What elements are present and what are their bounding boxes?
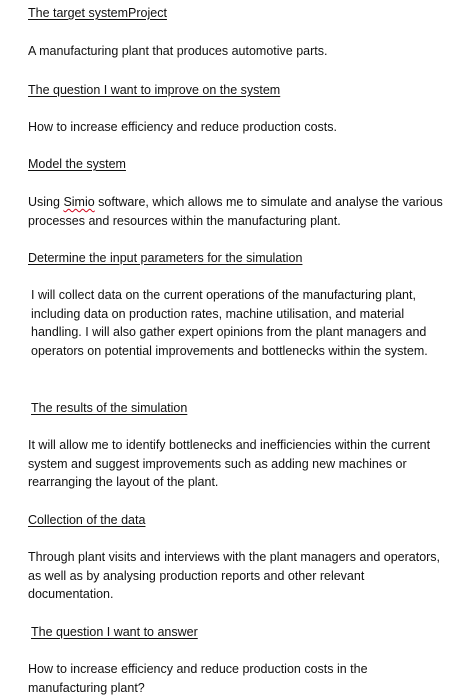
para-results-simulation: It will allow me to identify bottlenecks and inefficiencies within the current system and suggest improvements such as adding new machines or rearranging the layout of the plant. — [28, 438, 431, 489]
heading-question-improve: The question I want to improve on the system — [28, 83, 281, 97]
para-model-system — [28, 193, 448, 230]
heading-collection-data: Collection of the data — [28, 513, 146, 527]
para-question-answer: How to increase efficiency and reduce production costs in the manufacturing plant? — [28, 662, 368, 695]
heading-question-answer: The question I want to answer — [31, 625, 198, 639]
heading-input-parameters: Determine the input parameters for the simulation — [28, 251, 303, 265]
para-model-system-text-end: software, which allows me to simulate and analyse the various processes and resources within the manufacturing plant. — [28, 195, 443, 228]
para-question-improve: How to increase efficiency and reduce production costs. — [28, 120, 337, 134]
para-collection-data: Through plant visits and interviews with the plant managers and operators, as well as by analysing production reports and other relevant documentation. — [28, 550, 441, 601]
para-target-system: A manufacturing plant that produces automotive parts. — [28, 44, 328, 58]
para-model-system-text-start: Using — [28, 195, 64, 209]
spellcheck-word-simio: Simio — [63, 195, 95, 209]
heading-results-simulation: The results of the simulation — [31, 401, 188, 415]
heading-model-system: Model the system — [28, 157, 126, 171]
heading-target-system: The target systemProject — [28, 6, 167, 20]
para-input-parameters: I will collect data on the current operations of the manufacturing plant, including data on production rates, machine utilisation, and material handling. I will also gather expert opinions from the plant managers and operators on potential improvements and bottlenecks within the system. — [31, 288, 428, 358]
